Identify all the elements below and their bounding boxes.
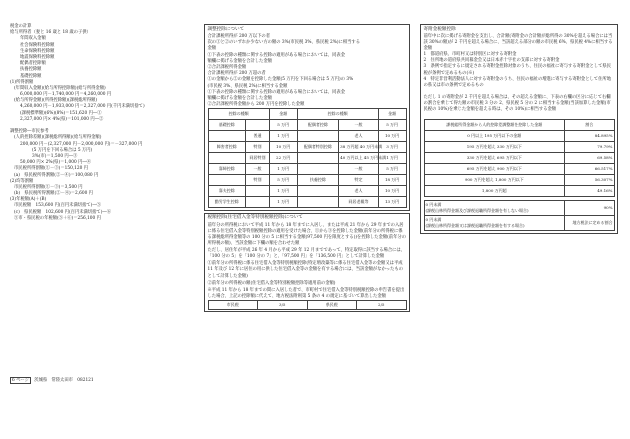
housing-loan-line: ①前年分の所得税に係る住宅借入金等特別税額控除(特定増改築等に係る住宅借入金等の金額又は平成 11 年及び 12 年に居住の用に供した住宅借入金等の金額を有する場合には、当該金額がなかったものとして計算した金額): [207, 261, 403, 279]
rate-table-header: 課税総所得金額から人的控除差調整額を控除した金額: [424, 120, 565, 131]
page-number: 6 ページ: [12, 378, 29, 383]
deduction-table-header: 金額: [378, 109, 406, 120]
calc-line: 給与所得者（妻と 16 歳と 18 歳の子供）: [10, 30, 91, 36]
deduction-table-cell: 扶養控除: [297, 175, 339, 186]
adjustment-line: 額欄に掲げる金額を合計した金額: [207, 58, 272, 64]
adjustment-deduction-box: [204, 24, 410, 211]
calc-line: 50,000 円× 2%(県)＝1,000 円―④: [20, 160, 91, 166]
deduction-table-cell: 同居特別: [246, 153, 270, 164]
adjustment-line: ②合計課税所得金額から 200 万円を控除した金額: [207, 102, 305, 108]
municipality-label: 茨城県 常陸太田市 082121: [34, 378, 94, 383]
adjustment-deduction-header: 調整控除について: [207, 26, 245, 32]
rate-table-row: [424, 131, 614, 142]
deduction-table-cell: [246, 186, 270, 197]
deduction-table-header: 金額: [269, 109, 297, 120]
tax-ratio-cell: 3/5: [258, 300, 308, 309]
deduction-table-row: [208, 131, 406, 142]
deduction-table-cell: 1 万円: [269, 186, 297, 197]
deduction-table-cell: [208, 131, 246, 142]
deduction-table-cell: [246, 197, 270, 208]
donation-item: 2 住所地の道府県共同募金会又は日本赤十字社の支部に対する寄附金: [423, 58, 560, 64]
adjustment-line: (市民税 3%、県民税 2%)に相当する金額: [207, 83, 288, 89]
adjustment-deduction-column: [204, 24, 410, 314]
tax-ratio-table: [208, 300, 407, 310]
page-footer: [10, 378, 94, 384]
calc-line: (人的控除差額)(課税総所得額)(給与所得金額): [14, 135, 102, 141]
rate-table-cell: 330 万円を超え 695 万円以下: [424, 153, 565, 164]
deduction-table-header: 控除の種類: [297, 109, 378, 120]
calc-line: 4,260,000 円－1,933,000 円＝2,327,000 円(千円未満切捨て): [20, 104, 145, 110]
calc-line: 6,000,000 円－1,740,000 円＝4,260,000 円: [20, 92, 112, 98]
deduction-table-cell: [297, 164, 339, 175]
deduction-table-cell: 1 万円: [269, 197, 297, 208]
deduction-table-cell: [297, 131, 339, 142]
deduction-table-cell: 5 万円: [269, 175, 297, 186]
deduction-table-cell: 10 万円: [269, 142, 297, 153]
calc-line: 税金の計算: [10, 24, 32, 29]
deduction-table-cell: 18 万円: [378, 175, 406, 186]
calc-line: 調整控除―市民参考: [10, 129, 49, 135]
deduction-table-cell: 基礎控除: [208, 120, 246, 131]
rate-table-cell: 0 円未満 (課税山林所得金額又は課税退職所得金額を有する場合): [424, 216, 565, 231]
housing-loan-line: ②前年分の所得税の額(住宅借入金等特別税額控除等適用前の金額): [207, 280, 336, 286]
calc-line: (給与所得金額)(所得控除額)(課税総所得額): [14, 98, 98, 104]
rate-table-row: [424, 142, 614, 153]
tax-ratio-cell: 県民税: [307, 300, 357, 309]
housing-loan-header: 税額控除(住宅借入金等特別税額控除)について: [207, 215, 303, 221]
calc-line: 基礎控除額: [20, 73, 42, 79]
tax-calculation-column: [10, 24, 190, 222]
calc-line: 生命保険料控除額: [20, 48, 55, 54]
deduction-table-row: [208, 186, 406, 197]
deduction-table-cell: 1 万円: [378, 153, 406, 164]
calc-line: 社会保険料控除額: [20, 42, 55, 48]
deduction-table-cell: 老人: [339, 186, 379, 197]
deduction-table-cell: 配偶者特別控除: [297, 142, 339, 153]
rate-table-cell: 0 円以上 195 万円以下の金額: [424, 131, 565, 142]
deduction-table-cell: 10 万円: [378, 186, 406, 197]
rate-table-header: 割合: [565, 120, 614, 131]
rate-table-row: [424, 175, 614, 186]
rate-table-cell: 90%: [565, 201, 614, 216]
calc-line: (年間収入金額)(給与所得控除額)(給与所得金額): [14, 85, 106, 91]
rate-table-cell: 1,800 万円超: [424, 186, 565, 197]
calc-line: (1)所得割額: [10, 79, 34, 85]
deduction-table-cell: 障害者控除: [208, 142, 246, 153]
adjustment-line: 合計課税所得が 200 万超の者: [207, 71, 266, 77]
rate-table-cell: 695 万円を超え 900 万円以下: [424, 164, 565, 175]
donation-deduction-header: 寄附金税額控除: [423, 26, 456, 32]
adjustment-line: ①の金額から②の金額を控除した金額(5 万円を下回る場合は 5 万円)の 3%: [207, 77, 354, 83]
deduction-table-cell: 22 万円: [269, 153, 297, 164]
deduction-table-cell: [208, 153, 246, 164]
deduction-table-row: [208, 197, 406, 208]
deduction-table-cell: 特別: [246, 175, 270, 186]
donation-deduction-box: [420, 24, 618, 234]
rate-table-row: [424, 201, 614, 216]
deduction-table-cell: [208, 175, 246, 186]
deduction-table-cell: 1 万円: [269, 164, 297, 175]
donation-item: 1 都道府県、市町村又は特別区に対する寄附金: [423, 52, 517, 58]
deduction-table-cell: 一般: [339, 164, 379, 175]
deduction-table-row: [208, 153, 406, 164]
donation-item: 4 特定非営利活動法人に対する寄附金のうち、住民の福祉の増進に寄与する寄附金として住所地の県又は市の条例で定めるもの: [423, 76, 611, 88]
deduction-table-cell: 一般: [246, 164, 270, 175]
calc-line: 市民税所得割額(①－③)＝150,120 円: [14, 166, 89, 172]
deduction-table-cell: 40 万円以上 45 万円未満: [339, 153, 379, 164]
tax-ratio-cell: 市民税: [208, 300, 258, 309]
calc-line: 配偶者控除額: [20, 61, 46, 67]
rate-table-cell: 79.79%: [565, 142, 614, 153]
housing-loan-text: [208, 248, 407, 300]
tax-ratio-cell: 2/5: [357, 300, 407, 309]
rate-table-cell: 84.895%: [565, 131, 614, 142]
adjustment-line: 次の①と②のいずれか少ない方の額の 3%(市民税 3%、県民税 2%)に相当する: [207, 40, 361, 46]
rate-table-cell: 56.307%: [565, 175, 614, 186]
donation-item: 3 条例で指定するに規定される寄附金控除対象のうち、住民の福祉に寄与する寄附金として県民税が条例で定めるもの(※): [423, 64, 611, 76]
deduction-table-cell: 一般: [339, 120, 379, 131]
deduction-table-cell: 勤労学生控除: [208, 197, 246, 208]
deduction-table-cell: 10 万円: [378, 131, 406, 142]
deduction-table-cell: [297, 186, 339, 197]
calc-line: (b) 県民税所得割額(②－④)＝2,600 円: [14, 191, 93, 197]
deduction-table-cell: [246, 120, 270, 131]
calc-line: 市民税所得割額(①－③)＝3,500 円: [14, 184, 83, 190]
deduction-table-cell: 5 万円: [378, 164, 406, 175]
adjustment-deduction-text: [208, 34, 407, 108]
calc-line: (c) 県民税額 102,600 円(百円未満切捨て)―⑥: [14, 209, 111, 215]
donation-paragraph: 前年中に次に掲げる寄附金を支出し、合計額(寄附金の合計額が総所得の 30%を超える場合には当該 30%の額)が 2 千円を超える場合に、当該超える部分の額の市民税 6%、県民税 4%に相当する金額: [423, 34, 613, 52]
calc-line: 年間収入金額: [20, 36, 46, 42]
rate-table-cell: 900 万円を超え 1,800 万円以下: [424, 175, 565, 186]
deduction-table-row: [208, 120, 406, 131]
deduction-table-cell: 38 万円超 40 万円未満: [339, 142, 379, 153]
housing-loan-deduction-box: [204, 213, 410, 313]
calc-line: 200,000 円－(2,327,000 円－2,000,000 円)＝－327,000 円: [20, 141, 143, 147]
rate-table-row: [424, 153, 614, 164]
adjustment-line: ①下表の控除の種類に関する控除の適用がある場合においては、同表金: [207, 52, 345, 58]
rate-table-row: [424, 164, 614, 175]
housing-loan-line: ただし、居住年が平成 26 年 4 月から平成 29 年 12 月までであって、特定取得に該当する場合には、「100 分の 5」を「100 分の 7」と、「97,500 円」を「136,500 円」として計算した金額: [207, 248, 406, 260]
calc-line: 市民税額 153,600 円(百円未満切捨て)―⑤: [14, 203, 101, 209]
adjustment-line: ①下表の控除の種類に関する控除の適用がある場合においては、同表金: [207, 89, 345, 95]
deduction-table-cell: 1 万円: [269, 131, 297, 142]
adjustment-line: ②合計課税所得金額: [207, 64, 247, 70]
rate-table-row: [424, 216, 614, 231]
donation-deduction-column: [420, 24, 618, 236]
deduction-table-cell: [297, 153, 339, 164]
calc-line: ⑤市・県民税の年税額(⑤＋⑥)＝256,100 円: [14, 215, 101, 221]
deduction-table-row: [208, 175, 406, 186]
rate-table-cell: 66.517%: [565, 164, 614, 175]
calc-line: (2)均等割額: [10, 178, 34, 184]
calc-line: 2,327,000 円× 4%(県)＝101,000 円―②: [20, 116, 104, 122]
deduction-table-cell: 同居老親等: [339, 197, 379, 208]
calc-line: (3)年税額(A)＋(B): [10, 197, 47, 203]
deduction-table-cell: 寡婦控除: [208, 164, 246, 175]
rate-table-cell: 地方税法に定める割合: [565, 216, 614, 231]
calc-line: (a) 県民税所得割額(②－④)＝100,080 円: [14, 172, 99, 178]
donation-items-list: [424, 52, 615, 89]
adjustment-line: 金額: [207, 46, 217, 52]
rate-table-cell: 69.58%: [565, 153, 614, 164]
rate-table-row: [424, 186, 614, 197]
deduction-table: [208, 108, 407, 208]
deduction-table-cell: 13 万円: [378, 197, 406, 208]
rate-table-cell: 195 万円を超え 330 万円以下: [424, 142, 565, 153]
calc-line: 扶養控除額: [20, 67, 42, 73]
deduction-table-cell: 5 万円: [269, 120, 297, 131]
rate-table: [424, 119, 615, 197]
rate-table-cell: 49.16%: [565, 186, 614, 197]
deduction-table-cell: 老人: [339, 131, 379, 142]
rate-table-lower: [424, 200, 615, 231]
deduction-table-row: [208, 142, 406, 153]
housing-loan-paragraph: 前年分の所得税において平成 11 年から 18 年までに入居し、または平成 21 年から 29 年までの入居に係る住宅借入金等特別税額控除の適用を受けた場合、①から③を控除した金額(前年分の所得税に係る課税総所得金額等の 100 分の 5 に相当する金額(97,500 円を限度とする))を控除した金額(前年分の所得税の額)、当該金額に下欄の額を合わせた額: [207, 222, 406, 247]
calc-line: (5 万円を下回る場合は 5 万円): [32, 147, 93, 153]
deduction-table-row: [208, 164, 406, 175]
deduction-table-cell: 配偶者控除: [297, 120, 339, 131]
deduction-table-cell: [297, 197, 339, 208]
calc-line: 3%(市)＝1,500 円―③: [32, 153, 78, 159]
deduction-table-cell: 寡夫控除: [208, 186, 246, 197]
deduction-table-cell: 特別: [246, 142, 270, 153]
donation-special-paragraph: ただし 1 の寄附金が 2 千円を超える場合は、その超える金額に、下表の右欄の区分に応じて右欄の割合を乗じて得た額の市民税 3 分の 2、県民税 5 分の 2 に相当する金額(当該加算した金額(市民税の 10%)を乗じた金額を超える時は、その 10%)に相当する金額: [423, 94, 611, 113]
adjustment-line: 合計課税所得が 200 万以下の者: [207, 34, 270, 40]
deduction-table-cell: 5 万円: [378, 120, 406, 131]
rate-table-cell: 0 円未満 (課税山林所得金額及び課税退職所得金額を有しない場合): [424, 201, 565, 216]
deduction-table-cell: 特定: [339, 175, 379, 186]
deduction-table-cell: 3 万円: [378, 142, 406, 153]
calc-line: (課税標準額)(6%)(8%)＝151,620 円―①: [20, 110, 102, 116]
adjustment-line: 額欄に掲げる金額を合計した金額: [207, 95, 272, 101]
deduction-table-header: 控除の種類: [208, 109, 269, 120]
calc-line: 地震保険料控除額: [20, 54, 55, 60]
deduction-table-cell: 普通: [246, 131, 270, 142]
housing-loan-line: ※平成 11 年から 18 年までの間に入居した者で、市町村で住宅借入金等特別税額控除の申告書を提出した場合、上記の控除額に代えて、地方税法附則第 5 条の 4 の規定に基づいて算出した金額: [207, 287, 405, 299]
